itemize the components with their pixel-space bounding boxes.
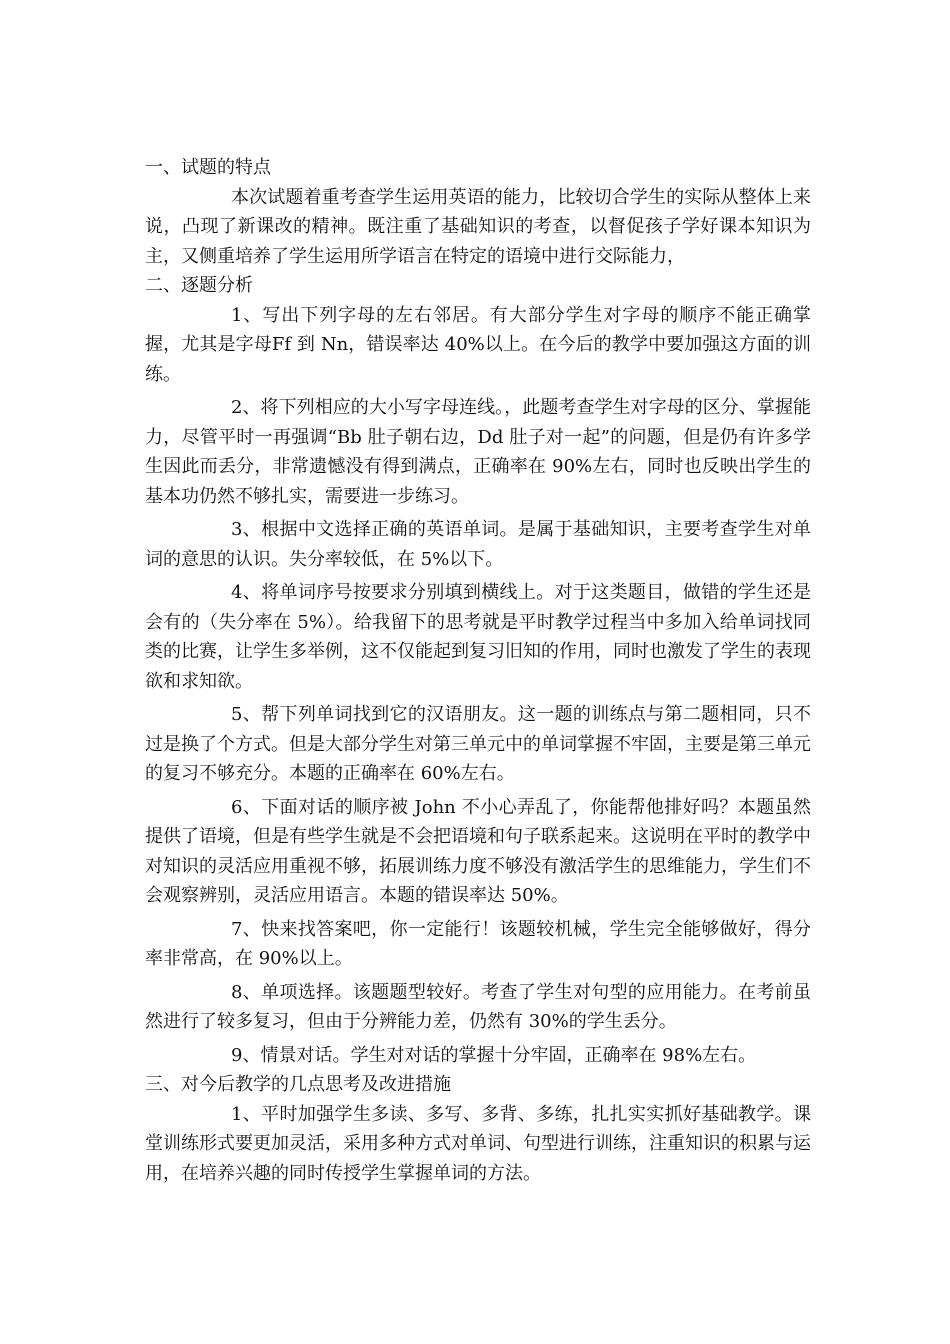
paragraph-q9: 9、情景对话。学生对对话的掌握十分牢固，正确率在 98%左右。 <box>231 1044 757 1066</box>
paragraph-q2: 2、将下列相应的大小写字母连线。，此题考查学生对字母的区分、掌握能力，尽管平时一再强调“Bb 肚子朝右边，Dd 肚子对一起”的问题，但是仍有许多学生因此而丢分，非常遗憾没有得到满点，正确率在 90%左右，同时也反映出学生的基本功仍然不够扎实，需要进一步练习。 <box>145 397 811 507</box>
section-heading-features: 一、试题的特点 <box>145 157 271 178</box>
paragraph-q5: 5、帮下列单词找到它的汉语朋友。这一题的训练点与第二题相同，只不过是换了个方式。但是大部分学生对第三单元中的单词掌握不牢固，主要是第三单元的复习不够充分。本题的正确率在 60%左右。 <box>145 704 811 784</box>
section-heading-improvements: 三、对今后教学的几点思考及改进措施 <box>145 1074 451 1095</box>
paragraph-q4: 4、将单词序号按要求分别填到横线上。对于这类题目，做错的学生还是会有的（失分率在 5%）。给我留下的思考就是平时教学过程当中多加入给单词找同类的比赛，让学生多举例，这不仅能起到复习旧知的作用，同时也激发了学生的表现欲和求知欲。 <box>145 582 811 692</box>
document-page <box>145 153 811 1188</box>
paragraph-q3: 3、根据中文选择正确的英语单词。是属于基础知识，主要考查学生对单词的意思的认识。失分率较低，在 5%以下。 <box>145 519 811 570</box>
paragraph-q8: 8、单项选择。该题题型较好。考查了学生对句型的应用能力。在考前虽然进行了较多复习，但由于分辨能力差，仍然有 30%的学生丢分。 <box>145 981 811 1032</box>
paragraph-q6: 6、下面对话的顺序被 John 不小心弄乱了，你能帮他排好吗？本题虽然提供了语境，但是有些学生就是不会把语境和句子联系起来。这说明在平时的教学中对知识的灵活应用重视不够，拓展训练力度不够没有激活学生的思维能力，学生们不会观察辨别，灵活应用语言。本题的错误率达 50%。 <box>145 796 811 906</box>
section-heading-analysis: 二、逐题分析 <box>145 275 253 296</box>
paragraph-features: 本次试题着重考查学生运用英语的能力，比较切合学生的实际从整体上来说，凸现了新课改的精神。既注重了基础知识的考查，以督促孩子学好课本知识为主，又侧重培养了学生运用所学语言在特定的语境中进行交际能力， <box>145 186 811 267</box>
paragraph-q7: 7、快来找答案吧，你一定能行！该题较机械，学生完全能够做好，得分率非常高，在 90%以上。 <box>145 918 811 969</box>
paragraph-q1: 1、写出下列字母的左右邻居。有大部分学生对字母的顺序不能正确掌握，尤其是字母Ff 到 Nn，错误率达 40%以上。在今后的教学中要加强这方面的训练。 <box>145 304 811 385</box>
paragraph-improvement-1: 1、平时加强学生多读、多写、多背、多练，扎扎实实抓好基础教学。课堂训练形式要更加灵活，采用多种方式对单词、句型进行训练，注重知识的积累与运用，在培养兴趣的同时传授学生掌握单词的方法。 <box>145 1103 811 1184</box>
